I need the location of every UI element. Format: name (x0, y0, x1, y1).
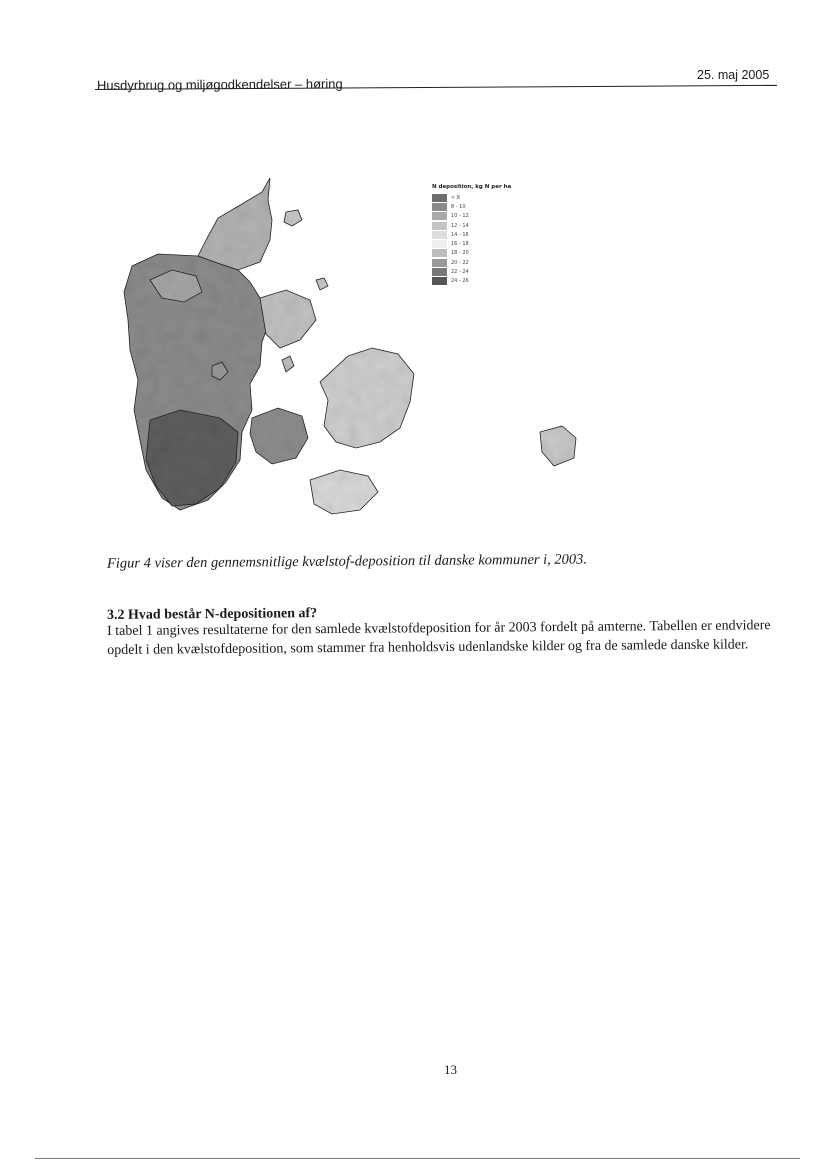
legend-label: < 8 (451, 194, 460, 201)
legend-label: 24 - 26 (451, 278, 469, 285)
map-region-djursland (260, 290, 316, 348)
map-region-anholt (284, 210, 302, 226)
figure-caption: Figur 4 viser den gennemsnitlige kvælstof-deposition til danske kommuner i, 2003. (106, 551, 588, 572)
legend-item (432, 202, 552, 211)
map-region-laeso (316, 278, 328, 290)
legend-item (432, 277, 552, 286)
legend-label: 16 - 18 (451, 241, 469, 248)
legend-item (432, 193, 552, 202)
legend-swatch (432, 222, 447, 230)
legend-label: 20 - 22 (451, 259, 469, 266)
legend-label: 8 - 10 (451, 203, 466, 210)
legend-label: 14 - 16 (451, 231, 469, 238)
legend-label: 12 - 14 (451, 222, 469, 229)
map-region-funen (250, 408, 308, 464)
footer-divider (35, 1158, 800, 1159)
map-legend (432, 184, 552, 286)
legend-swatch (432, 194, 447, 202)
legend-item (432, 221, 552, 230)
legend-swatch (432, 203, 447, 211)
page-number: 13 (444, 1062, 457, 1077)
legend-item (432, 258, 552, 267)
legend-swatch (432, 212, 447, 220)
running-header-title: Husdyrbrug og miljøgodkendelser – høring (96, 76, 343, 93)
legend-swatch (432, 277, 447, 285)
legend-swatch (432, 268, 447, 276)
section-heading: 3.2 Hvad består N-depositionen af? (106, 606, 318, 623)
legend-item (432, 239, 552, 248)
legend-label: 10 - 12 (451, 213, 469, 220)
map-region-samso (282, 356, 294, 372)
section-body: I tabel 1 angives resultaterne for den samlede kvælstofdeposition for år 2003 fordelt på amterne. Tabellen er endvidere opdelt i den kvælstofdeposition, som stammer fra henholdsvis udenlandske kilder og fra de samlede danske kilder. (107, 618, 771, 658)
legend-item (432, 212, 552, 221)
legend-item (432, 230, 552, 239)
legend-label: 22 - 24 (451, 269, 469, 276)
running-header-date: 25. maj 2005 (697, 68, 770, 82)
legend-item (432, 267, 552, 276)
map-region-bornholm (540, 426, 576, 466)
legend-label: 18 - 20 (451, 250, 469, 257)
legend-swatch (432, 259, 447, 267)
legend-swatch (432, 231, 447, 239)
legend-swatch (432, 249, 447, 257)
legend-swatch (432, 240, 447, 248)
map-region-vendsyssel (198, 178, 272, 270)
legend-title: N deposition, kg N per ha (432, 184, 512, 190)
map-region-lolland-falster (310, 470, 378, 514)
legend-item (432, 249, 552, 258)
map-region-zealand (320, 348, 414, 448)
